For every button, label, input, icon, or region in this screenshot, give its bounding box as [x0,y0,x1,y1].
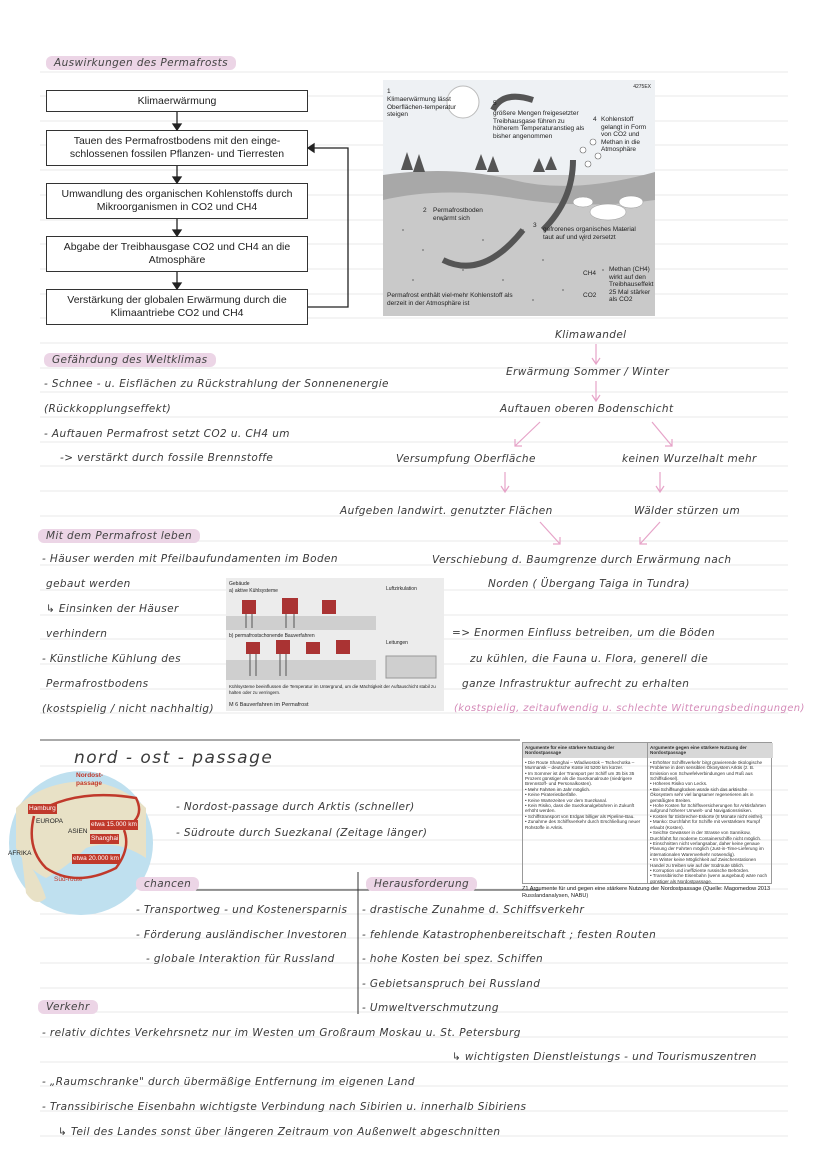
verkehr-line-4: - Transsibirische Eisenbahn wichtigste Verbindung nach Sibirien u. innerhalb Sibiriens [42,1101,527,1113]
permafrost-cycle-diagram [383,80,655,316]
con-item: • Seichte Gewässer in der Strasse von Sannikow, Durchfahrt für moderne Containerschiffe nicht möglich. [650,830,762,841]
chem-ch4: CH4 [583,270,597,277]
klima-item-5: keinen Wurzelhalt mehr [622,453,757,465]
cycle-label-2: Permafrostboden erwärmt sich [433,207,483,222]
leben-right-4: (kostspielig, zeitaufwendig u. schlechte Witterungsbedingungen) [454,703,805,714]
cycle-label-4: Kohlenstoff gelangt in Form von CO2 und Methan in die Atmosphäre [601,116,647,153]
flow-box-2: Tauen des Permafrostbodens mit den einge-schlossenen fossilen Pflanzen- und Tierresten [46,130,308,166]
verkehr-line-1: - relativ dichtes Verkehrsnetz nur im Westen um Großraum Moskau u. St. Petersburg [42,1027,521,1039]
klima-item-9: Norden ( Übergang Taiga in Tundra) [488,578,690,590]
cycle-num-2: 2 [423,207,427,214]
houses-label-b: b) permafrostschonende Bauverfahren [229,633,315,639]
chancen-item-2: - Förderung ausländischer Investoren [136,929,348,941]
houses-figure-title: M 6 Bauverfahren im Permafrost [229,702,309,708]
leben-line-1: - Häuser werden mit Pfeilbaufundamenten im Boden [42,553,338,565]
verkehr-line-2: ↳ wichtigsten Dienstleistungs - und Tourismuszentren [452,1051,757,1063]
con-item: • Im Winter keine Möglichkeit auf Zwischenstationen Handel zu treiben wie auf der Südroute üblich. [650,857,757,868]
con-item: • Manko: Durchfahrt für Schiffe mit verstärktem Rumpf erlaubt (Kosten). [650,819,761,830]
chancen-item-1: - Transportweg - und Kostenersparnis [136,904,348,916]
nordost-bullet-2: - Südroute durch Suezkanal (Zeitage länger) [176,827,428,839]
pro-item: • Kein Risiko, dass die Suezkanalgebühren in Zukunft erhöht werden. [525,803,635,814]
table-col-con [648,743,773,883]
cycle-num-1: 1 [387,88,391,95]
verkehr-line-3: - „Raumschranke" durch übermäßige Entfernung im eigenen Land [42,1076,415,1088]
pro-item: • Keine Piraterieüberfälle. [525,792,577,798]
pro-item: • Schiffstransport von Erdgas billiger als Pipeline-Bau. [525,813,635,819]
weltklima-line-4: -> verstärkt durch fossile Brennstoffe [60,452,274,464]
cycle-label-3: gefrorenes organisches Material taut auf und wird zersetzt [543,226,636,241]
leben-line-5: - Künstliche Kühlung des [42,653,182,665]
chancen-title: chancen [136,877,199,891]
map-shanghai: Shanghai [91,835,119,842]
klima-item-2: Erwärmung Sommer / Winter [506,366,670,378]
map-dist-north: etwa 15.000 km [91,821,137,828]
klima-item-1: Klimawandel [555,329,627,341]
verkehr-line-5: ↳ Teil des Landes sonst über längeren Zeitraum von Außenwelt abgeschnitten [58,1126,501,1138]
pro-item: • Die Route Shanghai – Wladiwostok – Tschechotka – Murmansk – deutsche Küste ist 5200 km kürzer. [525,759,635,771]
map-europa: EUROPA [36,818,63,825]
flow-box-3: Umwandlung des organischen Kohlenstoffs durch Mikroorganismen in CO2 und CH4 [46,183,308,219]
klima-item-7: Wälder stürzen um [634,505,741,517]
heraus-item-5: - Umweltverschmutzung [362,1002,499,1014]
houses-label-luft: Luftzirkulation [386,586,417,592]
pro-item: • Mehr Fahrten im Jahr möglich. [525,786,591,792]
table-head-pro: Argumente für eine stärkere Nutzung der Nordostpassage [523,743,647,758]
houses-label-a: a) aktive Kühlsysteme [229,588,278,594]
heraus-item-1: - drastische Zunahme d. Schiffsverkehr [362,904,585,916]
table-col-pro [523,743,648,883]
heraus-item-4: - Gebietsanspruch bei Russland [362,978,541,990]
heraus-item-3: - hohe Kosten bei spez. Schiffen [362,953,544,965]
map-dist-south: etwa 20.000 km [73,855,119,862]
map-nordost: Nordost-passage [76,772,104,787]
flow-box-5: Verstärkung der globalen Erwärmung durch die Klimaantriebe CO2 und CH4 [46,289,308,325]
flow-box-1: Klimaerwärmung [46,90,308,112]
leben-right-2: zu kühlen, die Fauna u. Flora, generell die [470,653,709,665]
section-title-nordost: nord - ost - passage [74,748,274,768]
leben-right-3: ganze Infrastruktur aufrecht zu erhalten [462,678,690,690]
con-item: • Hohe Kosten für Schiffsversicherungen für Arktisfahrten aufgrund höherer Umwelt- und Navigationsrisiken. [650,803,766,814]
section-title-weltklima: Gefährdung des Weltklimas [44,353,216,367]
con-item: • Kosten für Eisbrecher-Eskorte (8 Monate nicht eisfrei). [650,813,764,819]
map-afrika: AFRIKA [8,850,32,857]
klima-item-3: Auftauen oberen Bodenschicht [500,403,674,415]
klima-item-8: Verschiebung d. Baumgrenze durch Erwärmung nach [432,554,732,566]
con-item: • Bei Schiffsunglücken würde sich das arktische Ökosystem sehr viel langsamer regenerieren als in gemäßigten Breiten. [650,786,754,803]
table-head-con: Argumente gegen eine stärkere Nutzung der Nordostpassage [648,743,773,758]
diagram-code: 4275EX [633,84,651,90]
section-title-permafrost: Auswirkungen des Permafrosts [46,56,236,70]
leben-line-7: (kostspielig / nicht nachhaltig) [42,703,214,715]
section-title-leben: Mit dem Permafrost leben [38,529,200,543]
chem-co2: CO2 [583,292,597,299]
flow-box-4: Abgabe der Treibhausgase CO2 und CH4 an die Atmosphäre [46,236,308,272]
leben-line-3: ↳ Einsinken der Häuser [46,603,179,615]
klima-item-6: Aufgeben landwirt. genutzter Flächen [340,505,553,517]
cycle-label-1: Klimaerwärmung lässt Oberflächen-temperatur steigen [387,96,457,118]
cycle-label-6: Methan (CH4) wirkt auf den Treibhauseffekt 25 Mal stärker als CO2 [609,266,654,303]
leben-line-4: verhindern [46,628,108,640]
con-item: • Korruption und ineffiziente russische Behörden. [650,867,750,873]
cycle-num-4: 4 [593,116,597,123]
weltklima-line-3: - Auftauen Permafrost setzt CO2 u. CH4 um [44,428,290,440]
argument-table [522,742,772,884]
heraus-title: Herausforderung [366,877,477,891]
chancen-item-3: - globale Interaktion für Russland [146,953,335,965]
houses-caption: Kühlsysteme beeinflussen die Temperatur im Untergrund, um die Mächtigkeit der Auftauschicht stabil zu halten oder zu verringern. [229,684,436,695]
con-item: • Höheres Risiko von Lecks. [650,781,708,787]
con-item: • Transsibirische Eisenbahn (wenn ausgebaut) wäre noch günstiger als Nordostpassage. [650,873,768,884]
cycle-label-5: größere Mengen freigesetzter Treibhausgase führen zu höherem Temperaturanstieg als bisher angenommen [493,110,585,140]
weltklima-line-2: (Rückkopplungseffekt) [44,403,172,415]
nordost-map [6,768,156,918]
pro-item: • Im Sommer ist der Transport per Schiff um 35 bis 35 Prozent günstiger als die Suezkanalroute (niedrigere Brennstoff- und Personalkosten). [525,770,635,787]
map-asien: ASIEN [68,828,88,835]
pro-item: • Zunahme des Schiffsverkehr durch Erschließung neuer Rohstoffe in Arktis. [525,819,641,830]
map-hamburg: Hamburg [29,805,56,812]
con-item: • Einschnitten nicht verlangsabar, daher keine genaue Planung der Fahrten möglich (Just-in-Time-Lieferung im internationalen Warenverkehr notwendig). [650,840,764,857]
houses-label-leitungen: Leitungen [386,640,408,646]
cycle-num-3: 3 [533,222,537,229]
leben-line-2: gebaut werden [46,578,131,590]
nordost-bullet-1: - Nordost-passage durch Arktis (schneller) [176,801,415,813]
table-caption: Z1 Argumente für und gegen eine stärkere Nutzung der Nordostpassage (Quelle: Magomedow 2013 Russlandanalysen, NABU) [522,886,771,899]
leben-line-6: Permafrostbodens [46,678,149,690]
verkehr-title: Verkehr [38,1000,98,1014]
cycle-num-5: 5 [493,100,497,107]
map-suedroute: Süd-route [54,876,83,883]
weltklima-line-1: - Schnee - u. Eisflächen zu Rückstrahlung der Sonnenenergie [44,378,389,390]
permafrost-houses-image [226,578,444,711]
klima-item-4: Versumpfung Oberfläche [396,453,536,465]
cycle-label-7: Permafrost enthält viel mehr Kohlenstoff als derzeit in der Atmosphäre ist [387,292,513,307]
houses-label-gebaeude: Gebäude [229,581,250,587]
con-item: • Erhöhter Schiffsverkehr birgt gravierende ökologische Probleme in dem sensiblen Ökosystem Arktis (z. B. Emission von Schwefelverbindungen und Ruß aus Schiffsdiesel). [650,759,763,782]
leben-right-1: => Enormen Einfluss betreiben, um die Böden [452,627,715,639]
heraus-item-2: - fehlende Katastrophenbereitschaft ; festen Routen [362,929,657,941]
pro-item: • Keine Wartezeiten vor dem Suezkanal. [525,797,608,803]
